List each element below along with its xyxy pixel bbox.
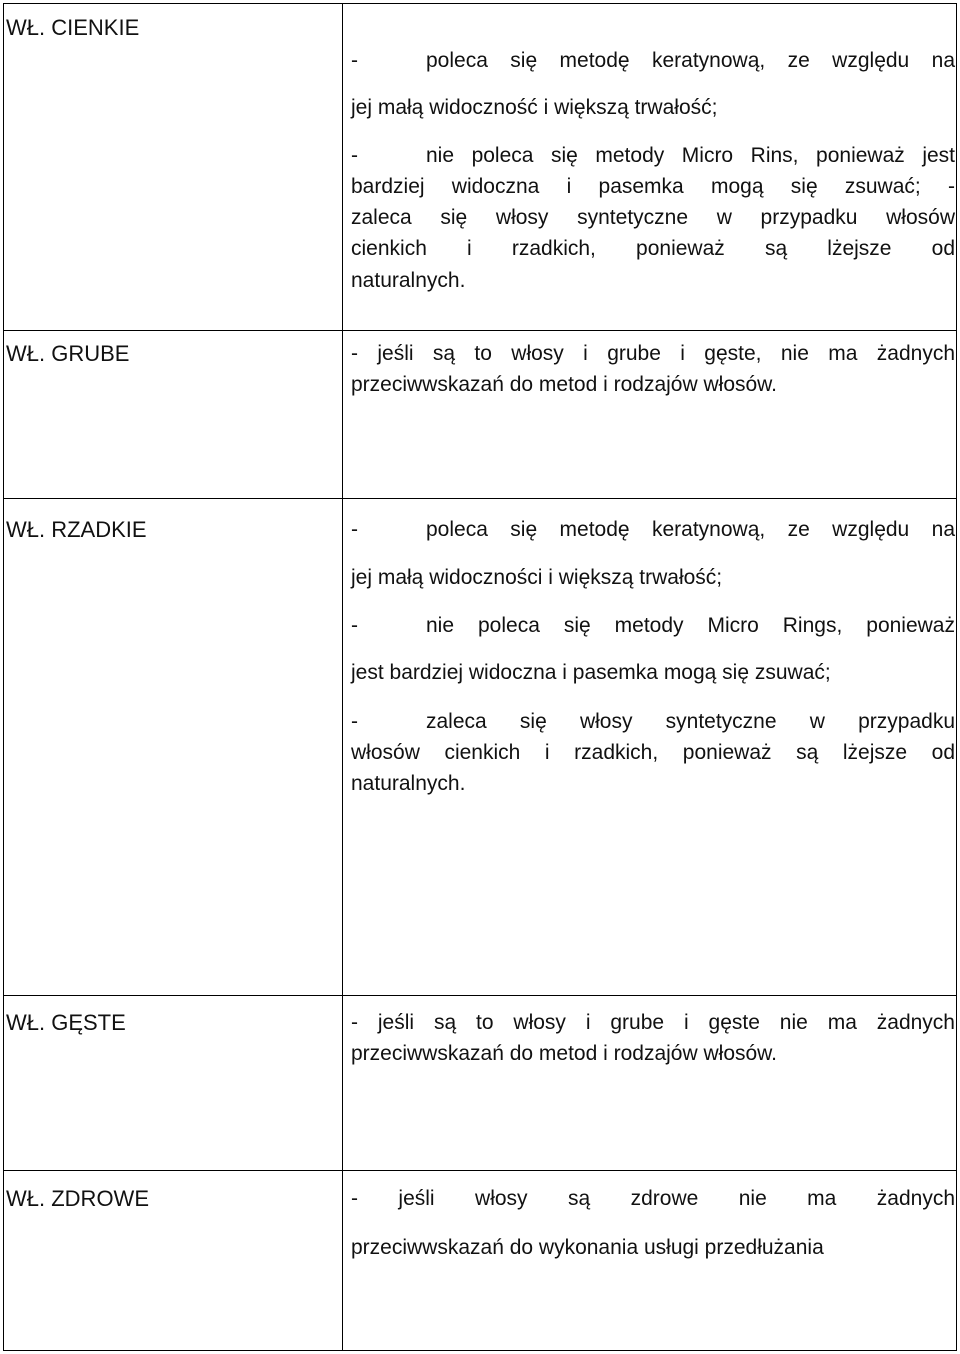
- text-line: przeciwwskazań do metod i rodzajów włosów.: [351, 373, 778, 396]
- text-line: włosów cienkich i rzadkich, ponieważ są lżejsze od: [351, 741, 955, 764]
- text-line: przeciwwskazań do wykonania usługi przedłużania: [351, 1236, 824, 1259]
- text-line: naturalnych.: [351, 772, 466, 795]
- text-line: jest bardziej widoczna i pasemka mogą się zsuwać;: [351, 661, 831, 684]
- text-line: zaleca się włosy syntetyczne w przypadku włosów: [351, 206, 955, 229]
- text-line: - nie poleca się metody Micro Rings, ponieważ: [351, 614, 955, 637]
- row-label-grube: WŁ. GRUBE: [6, 341, 130, 366]
- text-line: cienkich i rzadkich, ponieważ są lżejsze od: [351, 237, 955, 260]
- row-label-cienkie: WŁ. CIENKIE: [6, 15, 140, 40]
- text-line: - poleca się metodę keratynową, ze względu na: [351, 518, 955, 541]
- text-line: bardziej widoczna i pasemka mogą się zsuwać; -: [351, 175, 955, 198]
- text-line: - poleca się metodę keratynową, ze względu na: [351, 49, 955, 72]
- text-line: - jeśli są to włosy i grube i gęste nie ma żadnych: [351, 1011, 955, 1034]
- text-line: jej małą widoczności i większą trwałość;: [351, 566, 723, 589]
- text-line: jej małą widoczność i większą trwałość;: [351, 96, 718, 119]
- row-label-geste: WŁ. GĘSTE: [6, 1010, 126, 1035]
- text-line: przeciwwskazań do metod i rodzajów włosów.: [351, 1042, 778, 1065]
- row-divider: [4, 498, 956, 499]
- row-label-zdrowe: WŁ. ZDROWE: [6, 1186, 149, 1211]
- text-line: naturalnych.: [351, 269, 466, 292]
- text-line: - jeśli są to włosy i grube i gęste, nie ma żadnych: [351, 342, 955, 365]
- text-line: - zaleca się włosy syntetyczne w przypadku: [351, 710, 955, 733]
- text-line: - nie poleca się metody Micro Rins, ponieważ jest: [351, 144, 955, 167]
- row-divider: [4, 330, 956, 331]
- column-divider: [342, 4, 343, 1350]
- row-divider: [4, 1170, 956, 1171]
- row-label-rzadkie: WŁ. RZADKIE: [6, 517, 147, 542]
- row-divider: [4, 995, 956, 996]
- text-line: - jeśli włosy są zdrowe nie ma żadnych: [351, 1187, 955, 1210]
